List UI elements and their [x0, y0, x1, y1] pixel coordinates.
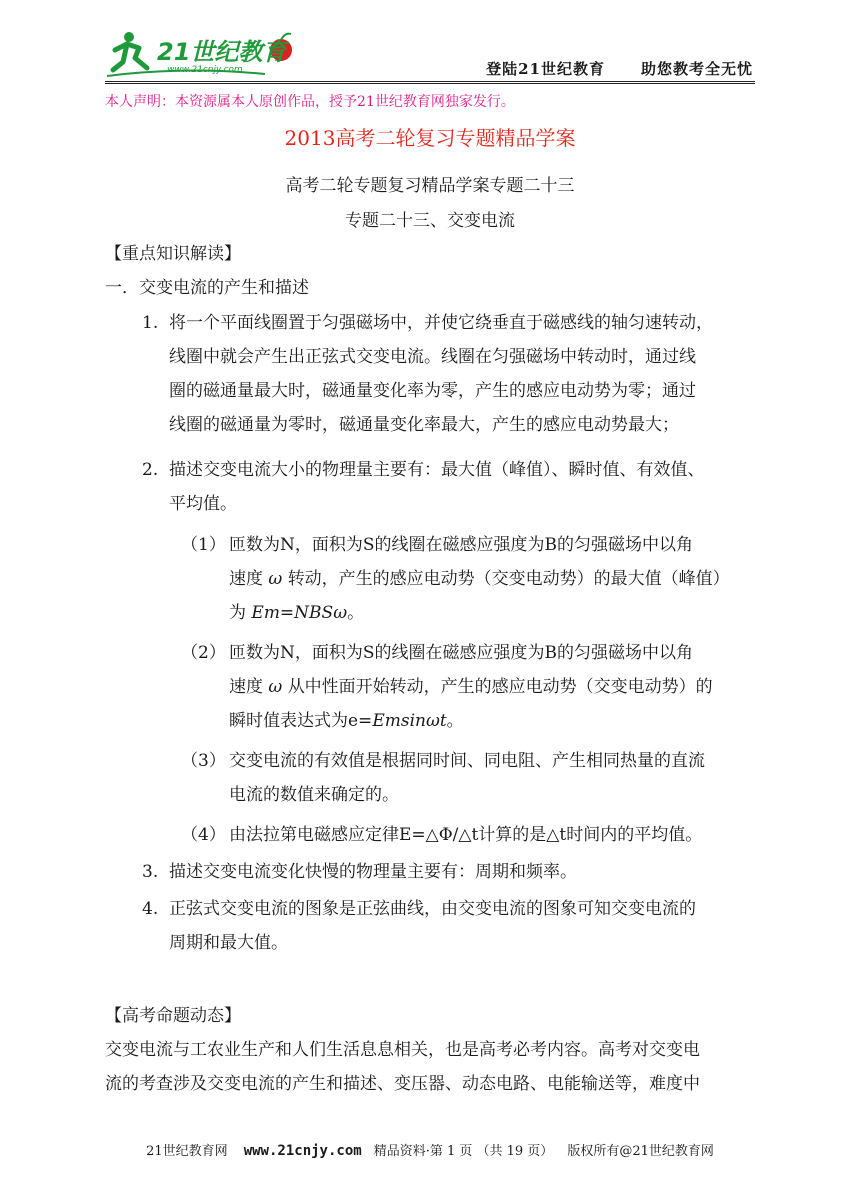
logo-icon — [105, 28, 305, 78]
item-number: 2. — [142, 460, 159, 480]
subtitle-1: 高考二轮专题复习精品学案专题二十三 — [285, 176, 575, 196]
item-4-line-1: 正弦式交变电流的图象是正弦曲线，由交变电流的图象可知交变电流的 — [169, 899, 696, 919]
section-knowledge-heading: 【重点知识解读】 — [105, 244, 241, 264]
sub-item-number: （1） — [181, 535, 226, 555]
page-footer — [0, 1140, 860, 1159]
item-2-line-1: 描述交变电流大小的物理量主要有：最大值（峰值）、瞬时值、有效值、 — [169, 460, 705, 480]
list-item-2 — [142, 453, 754, 521]
header-slogan — [486, 58, 753, 79]
sub-item-2 — [181, 636, 755, 738]
sub-item-1 — [181, 528, 755, 630]
footer-page-info: 精品资料·第 1 页 （共 19 页） — [373, 1144, 554, 1159]
slogan-left: 登陆21世纪教育 — [486, 60, 605, 78]
sub-item-4 — [181, 818, 755, 852]
dynamics-line-2: 流的考查涉及交变电流的产生和描述、变压器、动态电路、电能输送等，难度中 — [105, 1074, 700, 1094]
item-number: 3. — [142, 862, 159, 882]
item-1-line-1: 将一个平面线圈置于匀强磁场中，并使它绕垂直于磁感线的轴匀速转动， — [169, 313, 713, 333]
section-dynamics-heading: 【高考命题动态】 — [105, 1006, 241, 1026]
header-rule — [105, 81, 755, 84]
item-1-line-3: 圈的磁通量最大时，磁通量变化率为零，产生的感应电动势为零；通过 — [169, 381, 696, 401]
sub-item-number: （3） — [181, 751, 226, 771]
sub-1-line-1: 匝数为N，面积为S的线圈在磁感应强度为B的匀强磁场中以角 — [229, 535, 694, 555]
sub-2-line-1: 匝数为N，面积为S的线圈在磁感应强度为B的匀强磁场中以角 — [229, 643, 694, 663]
sub-4-line-1: 由法拉第电磁感应定律E=△Φ/△t计算的是△t时间内的平均值。 — [229, 825, 703, 845]
item-3-line-1: 描述交变电流变化快慢的物理量主要有：周期和频率。 — [169, 862, 577, 882]
sub-1-line-2: 速度 ω 转动，产生的感应电动势（交变电动势）的最大值（峰值） — [229, 569, 730, 589]
item-2-line-2: 平均值。 — [169, 494, 237, 514]
sub-1-line-3: 为 Em=NBSω。 — [229, 603, 365, 623]
footer-url-link[interactable]: www.21cnjy.com — [243, 1143, 362, 1159]
sub-2-line-2: 速度 ω 从中性面开始转动，产生的感应电动势（交变电动势）的 — [229, 677, 713, 697]
item-1-line-4: 线圈的磁通量为零时，磁通量变化率最大，产生的感应电动势最大； — [169, 415, 679, 435]
list-item-3 — [142, 855, 754, 889]
sub-3-line-2: 电流的数值来确定的。 — [229, 785, 399, 805]
sub-item-3 — [181, 744, 755, 812]
dynamics-paragraph — [105, 1033, 755, 1101]
subtitle-2: 专题二十三、交变电流 — [345, 211, 515, 231]
list-item-1 — [142, 306, 754, 442]
item-number: 1. — [142, 313, 159, 333]
copyright-notice: 本人声明：本资源属本人原创作品，授予21世纪教育网独家发行。 — [105, 94, 515, 110]
list-item-4 — [142, 892, 754, 960]
sub-item-number: （4） — [181, 825, 226, 845]
item-number: 4. — [142, 899, 159, 919]
logo-url: www.21cnjy.com — [167, 65, 243, 75]
sub-3-line-1: 交变电流的有效值是根据同时间、同电阻、产生相同热量的直流 — [229, 751, 705, 771]
formula-e: Emsinωt — [372, 711, 447, 731]
dynamics-line-1: 交变电流与工农业生产和人们生活息息相关，也是高考必考内容。高考对交变电 — [105, 1040, 700, 1060]
page-header — [105, 28, 755, 84]
slogan-right: 助您教考全无忧 — [640, 60, 753, 78]
item-4-line-2: 周期和最大值。 — [169, 933, 288, 953]
footer-site-name: 21世纪教育网 — [146, 1144, 228, 1159]
section-1-title: 一．交变电流的产生和描述 — [105, 278, 309, 298]
footer-copyright: 版权所有@21世纪教育网 — [567, 1144, 714, 1159]
sub-2-line-3: 瞬时值表达式为e=Emsinωt。 — [229, 711, 464, 731]
item-1-line-2: 线圈中就会产生出正弦式交变电流。线圈在匀强磁场中转动时，通过线 — [169, 347, 696, 367]
page-title: 2013高考二轮复习专题精品学案 — [284, 126, 576, 150]
logo-text: 21世纪教育 — [157, 38, 287, 66]
formula-em: Em=NBSω — [251, 603, 348, 623]
sub-item-number: （2） — [181, 643, 226, 663]
